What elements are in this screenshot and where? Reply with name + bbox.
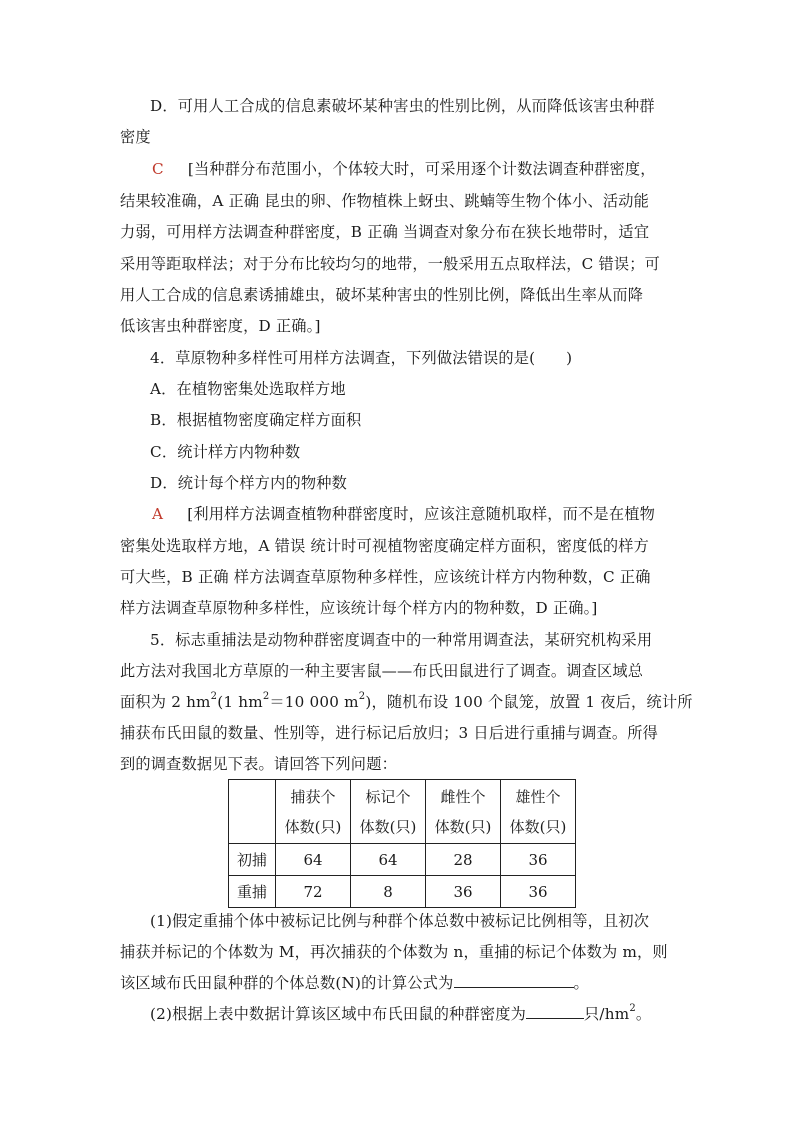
q4-stem: 4．草原物种多样性可用样方法调查，下列做法错误的是( ) [150,349,573,367]
q3-answer-line [152,159,656,179]
table-row-label: 初捕 [229,844,276,876]
table-header-cell [501,780,576,844]
q5-stem-text: ＝10 000 m [269,693,359,711]
q5-sub2-text: (2)根据上表中数据计算该区域中布氏田鼠的种群密度为 [150,1005,527,1023]
q5-sub1-line: (1)假定重捕个体中被标记比例与种群个体总数中被标记比例相等，且初次 [150,912,650,930]
q3-option-d-line1: D．可用人工合成的信息素破坏某种害虫的性别比例，从而降低该害虫种群 [150,97,655,115]
superscript: 2 [358,690,366,702]
table-row [229,876,576,908]
header-text: 雄性个 [515,787,561,806]
table-cell: 64 [351,844,426,876]
answer-blank[interactable] [454,973,574,988]
q5-stem-line3 [120,692,693,712]
q5-sub2-text: 。 [635,1005,652,1023]
q4-explanation-line: 样方法调查草原物种多样性，应该统计每个样方内的物种数，D 正确。] [120,599,598,617]
q3-explanation-line: 用人工合成的信息素诱捕雄虫，破坏某种害虫的性别比例，降低出生率从而降 [120,286,644,304]
table-cell: 72 [276,876,351,908]
table-cell: 36 [501,844,576,876]
q4-explanation-line: [利用样方法调查植物种群密度时，应该注意随机取样，而不是在植物 [187,505,655,523]
header-text: 体数(只) [284,817,342,836]
table-header-cell [276,780,351,844]
q4-answer-line [152,504,655,524]
table-cell: 64 [276,844,351,876]
q4-answer-letter: A [152,505,164,523]
q5-stem-text: )，随机布设 100 个鼠笼，放置 1 夜后，统计所 [365,693,693,711]
q4-option-a: A．在植物密集处选取样方地 [150,380,346,398]
survey-data-table [228,779,576,908]
q5-sub1-line: 捕获并标记的个体数为 M，再次捕获的个体数为 n，重捕的标记个体数为 m，则 [120,943,668,961]
superscript: 2 [629,1002,636,1014]
q4-option-c: C．统计样方内物种数 [150,443,301,461]
q5-sub1-text: 。 [573,974,589,992]
header-text: 体数(只) [359,817,417,836]
q5-sub1-line3 [120,973,589,993]
table-cell: 28 [426,844,501,876]
q4-explanation-line: 密集处选取样方地，A 错误 统计时可视植物密度确定样方面积，密度低的样方 [120,537,650,555]
header-text: 标记个 [365,787,411,806]
header-text: 捕获个 [290,787,336,806]
answer-blank[interactable] [526,1004,584,1019]
table-header-row [229,780,576,844]
table-row [229,844,576,876]
q3-explanation-line: 结果较准确，A 正确 昆虫的卵、作物植株上蚜虫、跳蝻等生物个体小、活动能 [120,192,650,210]
table-cell: 36 [426,876,501,908]
table-row-label: 重捕 [229,876,276,908]
q4-explanation-line: 可大些，B 正确 样方法调查草原物种多样性，应该统计样方内物种数，C 正确 [120,568,651,586]
superscript: 2 [262,690,270,702]
q3-explanation-line: 力弱，可用样方法调查种群密度，B 正确 当调查对象分布在狭长地带时，适宜 [120,223,650,241]
q3-explanation-line: 采用等距取样法；对于分布比较均匀的地带，一般采用五点取样法，C 错误；可 [120,255,661,273]
table-header-cell [426,780,501,844]
q5-stem-line: 到的调查数据见下表。请回答下列问题： [120,755,397,773]
q5-stem-line: 5．标志重捕法是动物种群密度调查中的一种常用调查法，某研究机构采用 [150,631,653,649]
q3-option-d-line2: 密度 [120,128,151,146]
table-header-cell [351,780,426,844]
table-cell: 36 [501,876,576,908]
q4-option-d: D．统计每个样方内的物种数 [150,474,348,492]
q3-explanation-line: [当种群分布范围小，个体较大时，可采用逐个计数法调查种群密度， [187,160,656,178]
header-text: 体数(只) [434,817,492,836]
q5-stem-line: 捕获布氏田鼠的数量、性别等，进行标记后放归；3 日后进行重捕与调查。所得 [120,724,659,742]
q5-stem-line: 此方法对我国北方草原的一种主要害鼠——布氏田鼠进行了调查。调查区域总 [120,662,644,680]
q5-sub2-line [150,1004,651,1024]
superscript: 2 [210,690,218,702]
q3-explanation-line: 低该害虫种群密度，D 正确。] [120,317,321,335]
header-text: 雌性个 [440,787,486,806]
q5-stem-text: 面积为 2 hm [120,693,211,711]
header-text: 体数(只) [509,817,567,836]
q4-option-b: B．根据植物密度确定样方面积 [150,411,362,429]
q5-sub2-text: 只/hm [584,1005,630,1023]
q5-sub1-text: 该区域布氏田鼠种群的个体总数(N)的计算公式为 [120,974,454,992]
q5-stem-text: (1 hm [217,693,263,711]
table-cell: 8 [351,876,426,908]
q3-answer-letter: C [152,160,164,178]
table-corner-cell [229,780,276,844]
